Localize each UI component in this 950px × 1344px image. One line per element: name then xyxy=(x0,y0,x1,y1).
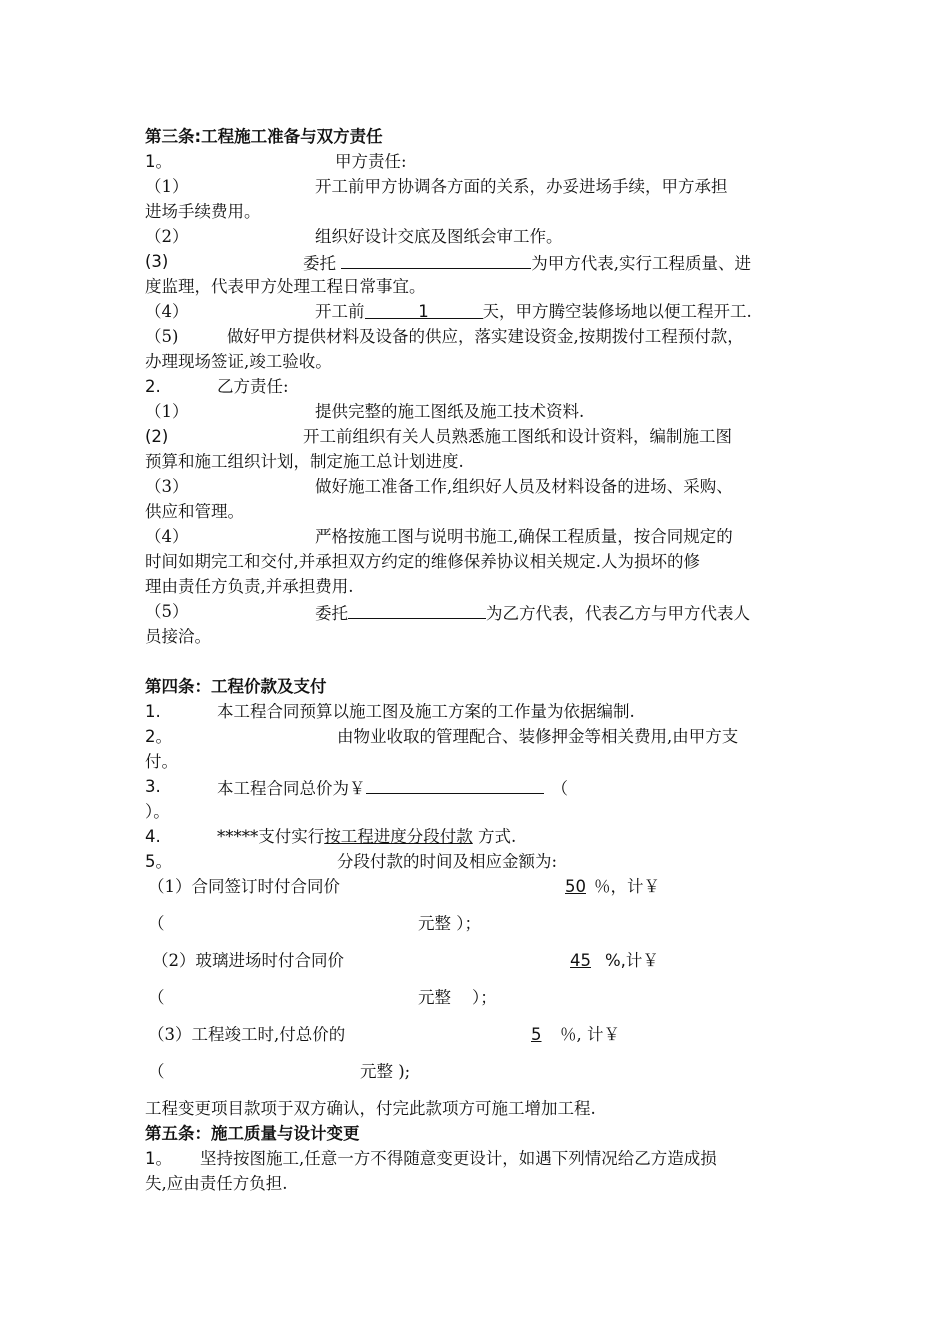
item-number: 5。 xyxy=(145,852,172,871)
installment-1-unit: ％，计￥ xyxy=(594,877,660,896)
installment-3-percent: 5 xyxy=(531,1025,542,1044)
payment-method-value: 按工程进度分段付款 xyxy=(324,827,473,846)
party-b-rep-clause xyxy=(315,601,750,625)
clause-text: 本工程合同总价为￥ xyxy=(217,779,366,798)
installment-3-label: （3）工程竣工时,付总价的 xyxy=(148,1025,346,1044)
item-number: 3. xyxy=(145,777,161,796)
installment-2-percent: 45 xyxy=(570,951,591,970)
clause-text: 组织好设计交底及图纸会审工作。 xyxy=(315,227,563,246)
clause-text: 做好甲方提供材料及设备的供应，落实建设资金,按期拨付工程预付款， xyxy=(227,327,744,346)
item-number: 4. xyxy=(145,827,161,846)
item-number: 1。 xyxy=(145,152,172,171)
item-number: 2。 xyxy=(145,727,172,746)
clause-text: 时间如期完工和交付,并承担双方约定的维修保养协议相关规定.人为损坏的修 xyxy=(145,552,700,571)
clause-text: 预算和施工组织计划，制定施工总计划进度. xyxy=(145,452,464,471)
item-number: （5） xyxy=(145,602,189,621)
installment-3-amount-open: （ xyxy=(148,1062,165,1081)
clause-text: 提供完整的施工图纸及施工技术资料. xyxy=(315,402,585,421)
party-b-representative-blank xyxy=(348,601,486,619)
item-number: （3） xyxy=(145,477,189,496)
item-number: 2. xyxy=(145,377,161,396)
total-price-clause xyxy=(217,776,568,800)
clause-text: 委托 xyxy=(315,604,348,623)
clause-text: *****支付实行 xyxy=(217,827,325,846)
article-5-title: 第五条：施工质量与设计变更 xyxy=(145,1124,360,1143)
clause-text: 办理现场签证,竣工验收。 xyxy=(145,352,332,371)
clause-text: 供应和管理。 xyxy=(145,502,244,521)
clause-text: 做好施工准备工作,组织好人员及材料设备的进场、采购、 xyxy=(315,477,733,496)
item-number: （4） xyxy=(145,302,189,321)
clause-text: 开工前 xyxy=(315,302,365,321)
clause-text: 天，甲方腾空装修场地以便工程开工. xyxy=(482,302,752,321)
paren-open: （ xyxy=(551,779,568,798)
start-days-clause xyxy=(315,301,752,323)
clause-text: 本工程合同预算以施工图及施工方案的工作量为依据编制. xyxy=(217,702,635,721)
clause-text: 度监理，代表甲方处理工程日常事宜。 xyxy=(145,277,426,296)
clause-text: 开工前甲方协调各方面的关系，办妥进场手续，甲方承担 xyxy=(315,177,728,196)
clause-text: 委托 xyxy=(303,254,336,273)
party-a-rep-clause xyxy=(303,251,751,275)
item-number: （4） xyxy=(145,527,189,546)
clause-text: 方式. xyxy=(478,827,517,846)
payment-method-clause xyxy=(217,826,516,848)
party-b-duties-label: 乙方责任: xyxy=(217,377,289,396)
installment-3-amount-close: 元整 ); xyxy=(360,1062,411,1081)
party-a-duties-label: 甲方责任: xyxy=(335,152,407,171)
days-number: 1 xyxy=(418,302,429,321)
item-number: （1） xyxy=(145,402,189,421)
item-number: 1. xyxy=(145,702,161,721)
clause-text: 进场手续费用。 xyxy=(145,202,261,221)
clause-text: 为甲方代表,实行工程质量、进 xyxy=(531,254,751,273)
item-number: （5) xyxy=(145,327,179,346)
installment-2-label: （2）玻璃进场时付合同价 xyxy=(152,951,344,970)
installment-2-unit: %,计￥ xyxy=(605,951,659,970)
clause-text: 为乙方代表，代表乙方与甲方代表人 xyxy=(486,604,750,623)
change-payment-note: 工程变更项目款项于双方确认，付完此款项方可施工增加工程. xyxy=(145,1099,596,1118)
installment-1-percent: 50 xyxy=(565,877,586,896)
clause-text: 严格按施工图与说明书施工,确保工程质量，按合同规定的 xyxy=(315,527,733,546)
start-days-value xyxy=(365,301,483,319)
clause-text: 开工前组织有关人员熟悉施工图纸和设计资料，编制施工图 xyxy=(303,427,732,446)
item-number: （1） xyxy=(145,177,189,196)
installment-2-amount-close: 元整 ）； xyxy=(418,988,497,1007)
clause-text: ）。 xyxy=(145,802,170,821)
item-number: 1。 xyxy=(145,1149,172,1168)
clause-text: 由物业收取的管理配合、装修押金等相关费用,由甲方支 xyxy=(337,727,739,746)
installment-1-amount-open: （ xyxy=(148,914,165,933)
installment-2-amount-open: （ xyxy=(148,988,165,1007)
installment-1-amount-close: 元整 ）； xyxy=(418,914,481,933)
item-number: （2） xyxy=(145,227,189,246)
item-number: (3) xyxy=(145,252,169,271)
clause-text: 员接洽。 xyxy=(145,627,211,646)
item-number: (2) xyxy=(145,427,169,446)
article-4-title: 第四条：工程价款及支付 xyxy=(145,677,327,696)
clause-text: 失,应由责任方负担. xyxy=(145,1174,288,1193)
clause-text: 分段付款的时间及相应金额为: xyxy=(337,852,558,871)
article-3-title: 第三条:工程施工准备与双方责任 xyxy=(145,127,383,146)
clause-text: 理由责任方负责,并承担费用. xyxy=(145,577,354,596)
total-price-blank xyxy=(366,776,544,794)
clause-text: 坚持按图施工,任意一方不得随意变更设计，如遇下列情况给乙方造成损 xyxy=(200,1149,717,1168)
clause-text: 付。 xyxy=(145,752,178,771)
installment-3-unit: ％, 计￥ xyxy=(560,1025,620,1044)
party-a-representative-blank xyxy=(341,251,531,269)
installment-1-label: （1）合同签订时付合同价 xyxy=(148,877,340,896)
